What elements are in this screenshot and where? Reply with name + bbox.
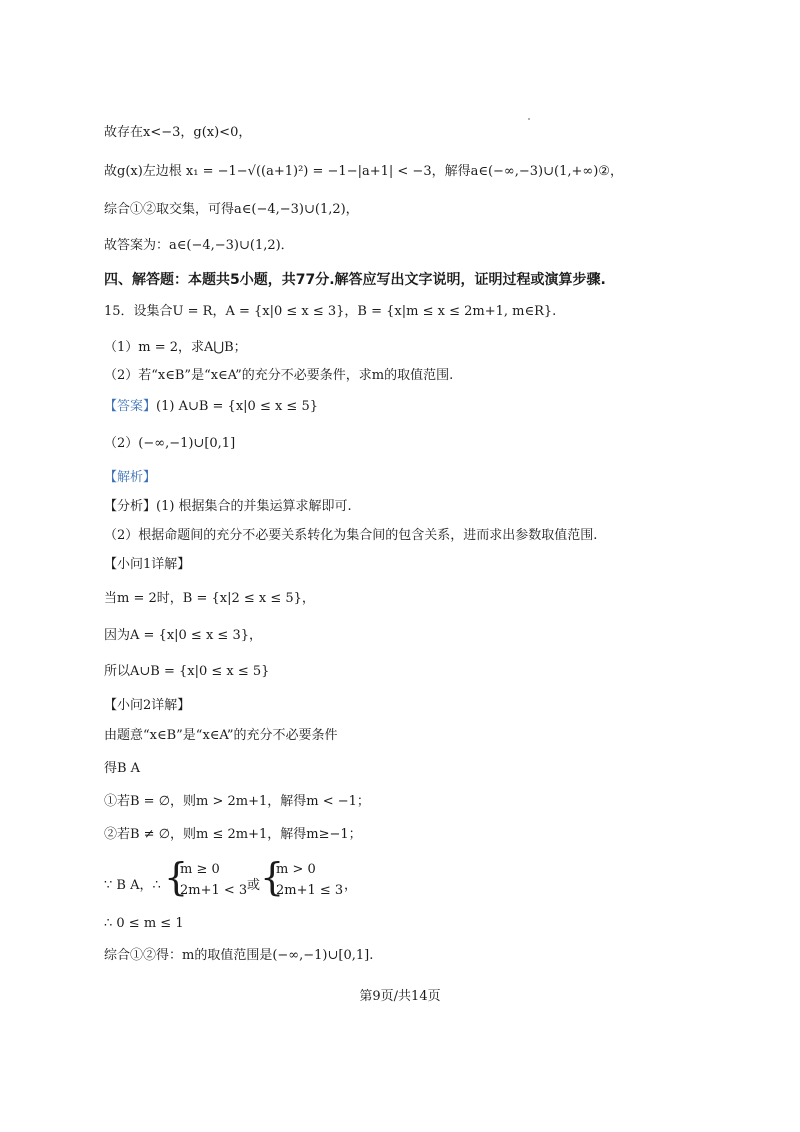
- answer-line-1: [104, 398, 318, 416]
- solution-line: 综合①②得：m的取值范围是(−∞,−1)∪[0,1].: [104, 948, 374, 963]
- section-heading: 四、解答题：本题共5小题，共77分.解答应写出文字说明，证明过程或演算步骤.: [104, 272, 606, 288]
- analysis-line: 【分析】(1) 根据集合的并集运算求解即可.: [104, 499, 352, 514]
- text-line: 故g(x)左边根 x₁ = −1−√((a+1)²) = −1−|a+1| < −3，解得a∈(−∞,−3)∪(1,+∞)②，: [104, 164, 623, 179]
- solution-line: ∴ 0 ≤ m ≤ 1: [104, 916, 184, 931]
- system1-row2: 2m+1 < 3: [180, 883, 248, 898]
- because-text: ∵ B A，∴: [104, 878, 161, 893]
- subquestion-heading: 【小问2详解】: [104, 698, 191, 713]
- solution-line: ②若B ≠ ∅，则m ≤ 2m+1，解得m≥−1；: [104, 827, 362, 842]
- answer-2: （2）(−∞,−1)∪[0,1]: [104, 436, 236, 451]
- system1-row1: m ≥ 0: [180, 862, 220, 877]
- system2-row2: 2m+1 ≤ 3: [276, 883, 344, 898]
- solution-line: 由题意“x∈B”是“x∈A”的充分不必要条件: [104, 728, 338, 743]
- left-brace-1: {: [164, 855, 189, 899]
- or-text: 或: [247, 878, 261, 893]
- answer-1: (1) A∪B = {x|0 ≤ x ≤ 5}: [156, 399, 318, 414]
- text-line: 综合①②取交集，可得a∈(−4,−3)∪(1,2)，: [104, 202, 359, 217]
- text-line: 故存在x<−3，g(x)<0，: [104, 125, 252, 140]
- left-brace-2: {: [260, 855, 285, 899]
- question-15-part1: （1）m = 2，求A⋃B；: [104, 340, 247, 355]
- system2-row1: m > 0: [276, 862, 316, 877]
- scan-dot: [528, 118, 530, 120]
- page-footer: 第9页/共14页: [359, 989, 441, 1004]
- solution-line: 所以A∪B = {x|0 ≤ x ≤ 5}: [104, 664, 270, 679]
- analysis-tag: 【解析】: [104, 470, 157, 485]
- question-15: 15．设集合U = R，A = {x|0 ≤ x ≤ 3}，B = {x|m ≤ x ≤ 2m+1, m∈R}.: [104, 304, 557, 319]
- solution-line: 得B A: [104, 761, 141, 776]
- solution-line: 因为A = {x|0 ≤ x ≤ 3}，: [104, 628, 262, 643]
- comma-text: ，: [344, 878, 358, 893]
- analysis-line: （2）根据命题间的充分不必要关系转化为集合间的包含关系，进而求出参数取值范围.: [104, 528, 598, 543]
- subquestion-heading: 【小问1详解】: [104, 557, 191, 572]
- question-15-part2: （2）若“x∈B”是“x∈A”的充分不必要条件，求m的取值范围.: [104, 368, 454, 383]
- text-line: 故答案为：a∈(−4,−3)∪(1,2)．: [104, 238, 294, 253]
- solution-line: 当m = 2时，B = {x|2 ≤ x ≤ 5}，: [104, 591, 315, 606]
- solution-line: ①若B = ∅，则m > 2m+1，解得m < −1；: [104, 794, 370, 809]
- inequality-systems: [104, 855, 364, 902]
- answer-tag: 【答案】: [104, 399, 157, 414]
